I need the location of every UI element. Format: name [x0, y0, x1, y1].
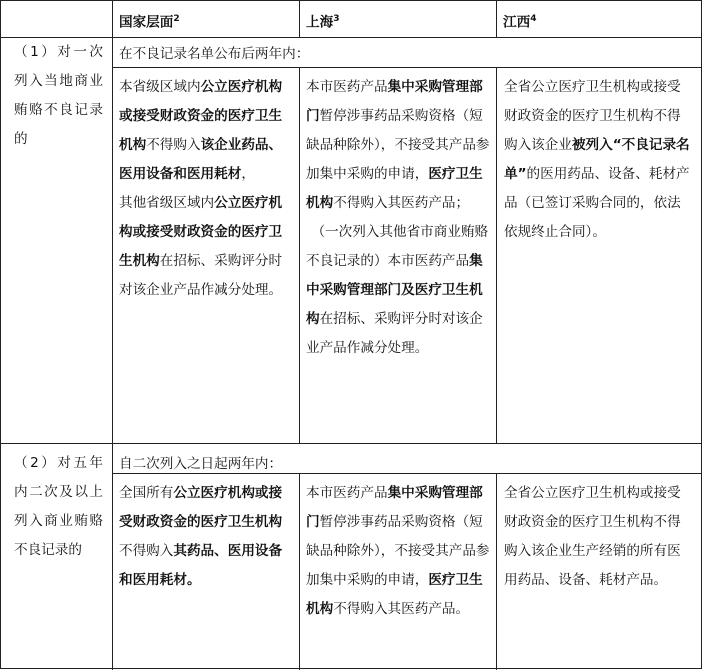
- bold-text-run: 集中采购管理部门: [306, 485, 483, 530]
- text-run: 暂停涉事药品采购资格（短缺品种除外），不接受其产品参加集中采购的申请，: [306, 108, 490, 182]
- bold-text-run: 该企业药品、医用设备和医用耗材: [119, 137, 283, 182]
- row1-national-paragraph-1: [119, 73, 295, 189]
- row2-shanghai-paragraph: [306, 479, 490, 624]
- row1-national-paragraph-2: [119, 189, 295, 305]
- text-run: ，: [241, 166, 255, 182]
- text-run: 的医用药品、设备、耗材产品（已签订采购合同的，依法依规终止合同）。: [504, 166, 690, 240]
- footnote-marker: 3: [333, 14, 340, 24]
- text-run: 暂停涉事药品采购资格（短缺品种除外），不接受其产品参加集中采购的申请，: [306, 514, 490, 588]
- bold-text-run: 公立医疗机构或接受财政资金的医疗卫生机构: [119, 79, 283, 153]
- header-national-label: 国家层面: [119, 14, 174, 31]
- row2-shanghai-cell: [306, 479, 490, 624]
- text-run: 不得购入其医药产品。: [333, 601, 470, 617]
- row1-label: （1）对一次列入当地商业贿赂不良记录的: [14, 44, 103, 147]
- text-run: 本省级区域内: [119, 79, 201, 95]
- bold-text-run: 公立医疗机构或接受财政资金的医疗卫生机构: [119, 195, 283, 269]
- row1-national-cell: [119, 73, 295, 305]
- row1-jiangxi-cell: [504, 73, 694, 247]
- text-run: （一次列入其他省市商业贿赂不良记录的）本市医药产品: [306, 224, 489, 269]
- header-national: [119, 9, 294, 33]
- text-run: 本市医药产品: [306, 79, 388, 95]
- footnote-marker: 4: [530, 14, 537, 24]
- bold-text-run: 集中采购管理部门: [306, 79, 483, 124]
- row1-timeframe: 在不良记录名单公布后两年内：: [119, 46, 310, 62]
- footnote-marker: 2: [173, 14, 180, 24]
- bold-text-run: 其药品、医用设备和医用耗材。: [119, 543, 283, 588]
- text-run: 其他省级区域内: [119, 195, 215, 211]
- text-run: 全省公立医疗卫生机构或接受财政资金的医疗卫生机构不得购入该企业生产经销的所有医用药品、设备、耗材产品。: [504, 485, 681, 588]
- row2-national-cell: [119, 479, 295, 595]
- row1-jiangxi-paragraph: [504, 73, 694, 247]
- bold-text-run: 被列入“不良记录名单”: [504, 137, 690, 182]
- header-jiangxi-label: 江西: [503, 14, 531, 31]
- bold-text-run: 医疗卫生机构: [306, 572, 483, 617]
- row2-jiangxi-paragraph: [504, 479, 694, 595]
- text-run: 不得购入: [119, 543, 174, 559]
- row2-jiangxi-cell: [504, 479, 694, 595]
- text-run: 在招标、采购评分时对该企业产品作减分处理。: [306, 311, 483, 356]
- text-run: 在招标、采购评分时对该企业产品作减分处理。: [119, 253, 283, 298]
- row2-label: （2）对五年内二次及以上列入商业贿赂不良记录的: [14, 455, 103, 558]
- header-shanghai-label: 上海: [306, 14, 334, 31]
- row1-shanghai-paragraph-1: [306, 73, 490, 218]
- bold-text-run: 医疗卫生机构: [306, 166, 483, 211]
- text-run: 本市医药产品: [306, 485, 388, 501]
- row2-timeframe: 自二次列入之日起两年内：: [119, 456, 283, 472]
- row1-shanghai-cell: [306, 73, 490, 363]
- header-shanghai: [306, 9, 491, 33]
- row2-national-paragraph: [119, 479, 295, 595]
- bold-text-run: 公立医疗机构或接受财政资金的医疗卫生机构: [119, 485, 283, 530]
- text-run: 全省公立医疗卫生机构或接受财政资金的医疗卫生机构不得购入该企业: [504, 79, 681, 153]
- text-run: 全国所有: [119, 485, 174, 501]
- text-run: 不得购入其医药产品；: [333, 195, 470, 211]
- row1-shanghai-paragraph-2: [306, 218, 490, 363]
- header-jiangxi: [503, 9, 693, 33]
- bold-text-run: 集中采购管理部门及医疗卫生机构: [306, 253, 483, 327]
- text-run: 不得购入: [146, 137, 201, 153]
